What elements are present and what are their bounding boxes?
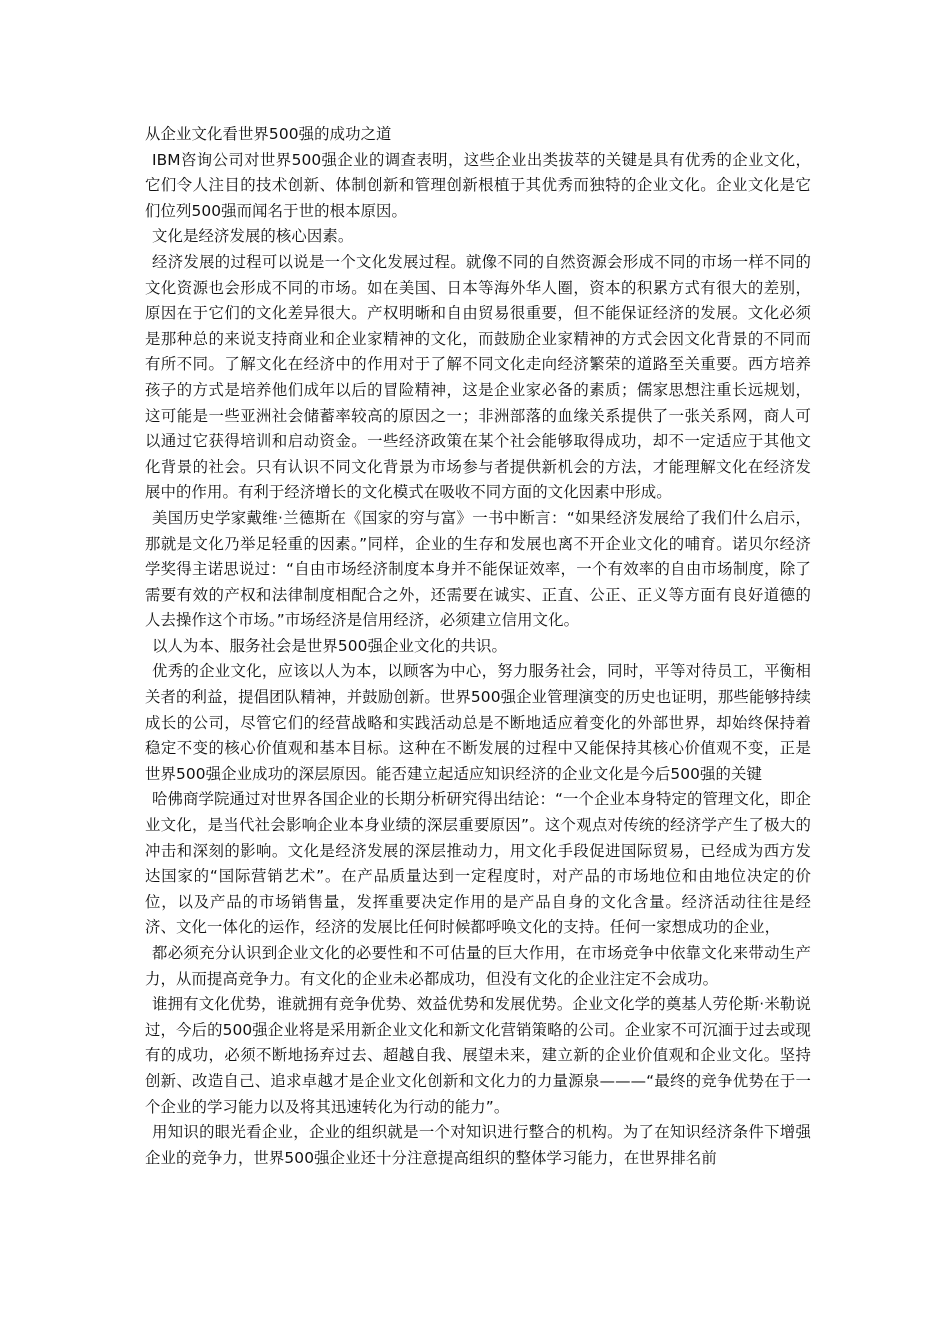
paragraph: 经济发展的过程可以说是一个文化发展过程。就像不同的自然资源会形成不同的市场一样不同的文化资源也会形成不同的市场。如在美国、日本等海外华人圈，资本的积累方式有很大的差别，原因在于它们的文化差异很大。产权明晰和自由贸易很重要，但不能保证经济的发展。文化必须是那种总的来说支持商业和企业家精神的文化，而鼓励企业家精神的方式会因文化背景的不同而有所不同。了解文化在经济中的作用对于了解不同文化走向经济繁荣的道路至关重要。西方培养孩子的方式是培养他们成年以后的冒险精神，这是企业家必备的素质；儒家思想注重长远规划，这可能是一些亚洲社会储蓄率较高的原因之一；非洲部落的血缘关系提供了一张关系网，商人可以通过它获得培训和启动资金。一些经济政策在某个社会能够取得成功，却不一定适应于其他文化背景的社会。只有认识不同文化背景为市场参与者提供新机会的方法，才能理解文化在经济发展中的作用。有利于经济增长的文化模式在吸收不同方面的文化因素中形成。	[145, 252, 811, 502]
paragraph: 用知识的眼光看企业，企业的组织就是一个对知识进行整合的机构。为了在知识经济条件下增强企业的竞争力，世界500强企业还十分注意提高组织的整体学习能力，在世界排名前	[145, 1123, 811, 1167]
paragraph: 谁拥有文化优势，谁就拥有竞争优势、效益优势和发展优势。企业文化学的奠基人劳伦斯·米勒说过，今后的500强企业将是采用新企业文化和新文化营销策略的公司。企业家不可沉湎于过去或现有的成功，必须不断地扬弃过去、超越自我、展望未来，建立新的企业价值观和企业文化。坚持创新、改造自己、追求卓越才是企业文化创新和文化力的力量源泉———“最终的竞争优势在于一个企业的学习能力以及将其迅速转化为行动的能力”。	[145, 995, 811, 1116]
section-heading: 以人为本、服务社会是世界500强企业文化的共识。	[152, 636, 507, 655]
paragraph: 优秀的企业文化，应该以人为本，以顾客为中心，努力服务社会，同时，平等对待员工，平衡相关者的利益，提倡团队精神，并鼓励创新。世界500强企业管理演变的历史也证明，那些能够持续成长的公司，尽管它们的经营战略和实践活动总是不断地适应着变化的外部世界，却始终保持着稳定不变的核心价值观和基本目标。这种在不断发展的过程中又能保持其核心价值观不变，正是世界500强企业成功的深层原因。能否建立起适应知识经济的企业文化是今后500强的关键	[145, 662, 811, 783]
section-heading: 文化是经济发展的核心因素。	[152, 227, 354, 246]
paragraph: 都必须充分认识到企业文化的必要性和不可估量的巨大作用，在市场竞争中依靠文化来带动生产力，从而提高竞争力。有文化的企业未必都成功，但没有文化的企业注定不会成功。	[145, 944, 811, 988]
document-body	[145, 122, 811, 1171]
paragraph: 美国历史学家戴维·兰德斯在《国家的穷与富》一书中断言：“如果经济发展给了我们什么启示，那就是文化乃举足轻重的因素。”同样，企业的生存和发展也离不开企业文化的哺育。诺贝尔经济学奖得主诺思说过：“自由市场经济制度本身并不能保证效率，一个有效率的自由市场制度，除了需要有效的产权和法律制度相配合之外，还需要在诚实、正直、公正、正义等方面有良好道德的人去操作这个市场。”市场经济是信用经济，必须建立信用文化。	[145, 508, 811, 630]
paragraph: 哈佛商学院通过对世界各国企业的长期分析研究得出结论：“一个企业本身特定的管理文化，即企业文化，是当代社会影响企业本身业绩的深层重要原因”。这个观点对传统的经济学产生了极大的冲击和深刻的影响。文化是经济发展的深层推动力，用文化手段促进国际贸易，已经成为西方发达国家的“国际营销艺术”。在产品质量达到一定程度时，对产品的市场地位和由地位决定的价位，以及产品的市场销售量，发挥重要决定作用的是产品自身的文化含量。经济活动往往是经济、文化一体化的运作，经济的发展比任何时候都呼唤文化的支持。任何一家想成功的企业，	[145, 790, 811, 937]
paragraph: IBM咨询公司对世界500强企业的调查表明，这些企业出类拔萃的关键是具有优秀的企业文化，它们令人注目的技术创新、体制创新和管理创新根植于其优秀而独特的企业文化。企业文化是它们位列500强而闻名于世的根本原因。	[145, 150, 811, 220]
document-title: 从企业文化看世界500强的成功之道	[145, 125, 392, 143]
